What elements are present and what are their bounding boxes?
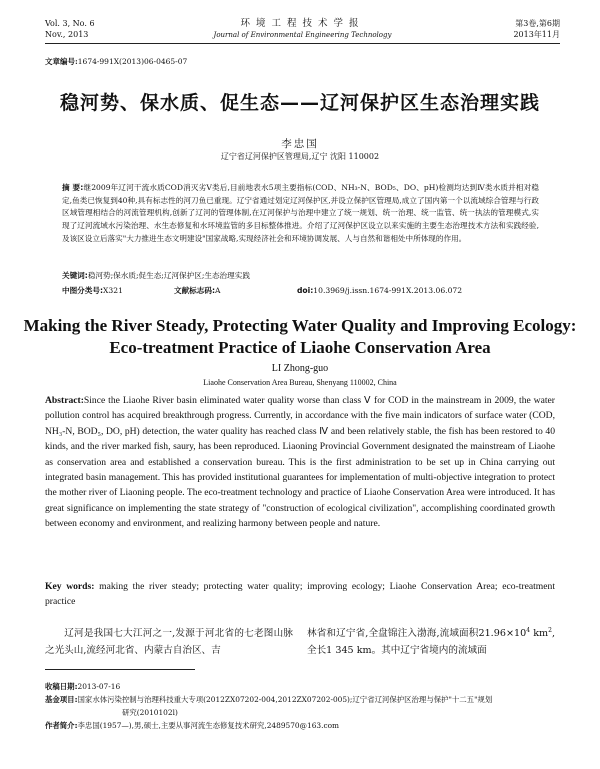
header-left	[45, 18, 95, 40]
abstract-en	[45, 393, 555, 532]
keywords-zh-label: 关键词:	[62, 271, 88, 280]
title-zh: 稳河势、保水质、促生态——辽河保护区生态治理实践	[59, 92, 540, 114]
author-en: LI Zhong-guo	[271, 363, 329, 374]
keywords-zh-text: 稳河势;保水质;促生态;辽河保护区;生态治理实践	[87, 271, 250, 280]
affiliation-en: Liaohe Conservation Area Bureau, Shenyang 110002, China	[203, 378, 397, 387]
footnote-received	[45, 680, 560, 693]
received-label: 收稿日期:	[45, 682, 78, 691]
abstract-zh-label: 摘 要:	[62, 183, 84, 192]
keywords-en	[45, 579, 555, 610]
body-column-right	[307, 626, 555, 659]
issue-date: Nov., 2013	[45, 30, 89, 39]
clc-group	[62, 286, 123, 295]
author-zh: 李忠国	[281, 138, 319, 150]
body-right-part-b: km	[530, 628, 549, 639]
body-column-left: 辽河是我国七大江河之一,发源于河北省的七老图山脉之光头山,流经河北省、内蒙古自治区、吉	[45, 628, 293, 656]
footnote-divider	[45, 669, 195, 670]
doi-value: 10.3969/j.issn.1674-991X.2013.06.072	[313, 286, 463, 295]
abstract-en-label: Abstract:	[45, 395, 84, 406]
abstract-zh-text: 继2009年辽河干流水质COD消灭劣Ⅴ类后,目前地表水5项主要指标(COD、NH₃-N、BOD₅、DO、pH)检测均达到Ⅳ类水质并相对稳定,鱼类已恢复到40种,具有标志性的河刀鱼已重现。辽宁省通过划定辽河保护区,并设立保护区管理局,成立了国内第一个以流域综合管理与行政区域管理相结合的河流管理机构,创新了辽河的管理体制,在辽河保护与治理中建立了统一规划、统一治理、统一监管、统一执法的管理模式,实现了辽河流域水污染治理、水生态修复和水环境监管的多目标整体推进。介绍了辽河保护区设立以来实施的主要生态治理技术方法和实践经验,及该区设立后落实"大力推进生态文明建设"国家战略,实现经济社会和环境协调发展、人与自然和谐相处中所体现的作用。	[62, 183, 539, 243]
volume-issue: Vol. 3, No. 6	[45, 19, 95, 28]
keywords-en-text: making the river steady; protecting water quality; improving ecology; Liaohe Conservation Area; eco-treatment practice	[45, 581, 555, 608]
footnotes	[45, 680, 560, 732]
clc-value: X321	[103, 286, 123, 295]
header-right	[513, 18, 560, 40]
fund-value: 国家水体污染控制与治理科技重大专项(2012ZX07202-004,2012ZX07202-005);辽宁省辽河保护区治理与保护"十二五"规划	[77, 695, 493, 704]
affiliation-zh: 辽宁省辽河保护区管理局,辽宁 沈阳 110002	[220, 152, 380, 161]
footnote-author	[45, 719, 560, 732]
journal-name-en: Journal of Environmental Engineering Technology	[213, 31, 392, 39]
doc-code-label: 文献标志码:	[174, 286, 216, 295]
issue-date-zh: 2013年11月	[513, 30, 560, 39]
footnote-fund	[45, 693, 560, 706]
body-right-part-c: ,全长1 345 km。其中辽宁省境内的流域面	[307, 628, 556, 656]
volume-issue-zh: 第3卷,第6期	[515, 19, 560, 28]
title-en-line1: Making the River Steady, Protecting Water Quality and Improving Ecology:	[23, 316, 577, 335]
clc-label: 中图分类号:	[62, 286, 104, 295]
body-right-part-a: 林省和辽宁省,全盘锦注入渤海,流域面积21.96×10	[307, 628, 527, 639]
author-bio-value: 李忠国(1957—),男,硕士,主要从事河流生态修复技术研究,2489570@163.com	[77, 721, 340, 730]
body-right-sup-1: 4	[526, 626, 531, 634]
body-right-sup-2: 2	[548, 626, 552, 634]
received-value: 2013-07-16	[77, 682, 121, 691]
fund-label: 基金项目:	[45, 695, 78, 704]
footnote-fund-cont: 研究(2010102l)	[122, 708, 178, 717]
journal-header	[45, 18, 560, 44]
abstract-en-text: Since the Liaohe River basin eliminated water quality worse than class Ⅴ for COD in the mainstream in 2009, the water pollution control has acquired breakthrough progress. Currently, in accordance with the five main indicators of surface water (COD, NH₃-N, BOD₅, DO, pH) detection, the water quality has reached class Ⅳ and been relatively stable, the fish has been restored to 40 kinds, and the river marked fish, saury, has been reproduced. Liaoning Provincial Government designated the mainstream of Liaohe as conservation area and established a conservation bureau. This is the first administration to be set up in China carrying out integrated basin management. This has provided institutional guarantees for implementation of multi-objective integration to protect the mother river of Liaoning people. The eco-treatment technology and practice of Liaohe Conservation Area were introduced. It has great significance on implementing the state strategy of "construction of ecological civilization", accomplishing coordinated growth between economy and environment, and realizing harmony between people and nature.	[45, 395, 555, 530]
journal-name-zh: 环境工程技术学报	[240, 18, 365, 29]
keywords-zh	[62, 270, 539, 282]
doc-code-group	[174, 285, 221, 297]
title-en	[0, 315, 600, 359]
author-bio-label: 作者简介:	[45, 721, 78, 730]
doi-group	[297, 285, 462, 297]
article-number-label: 文章编号:	[45, 57, 78, 66]
keywords-en-label: Key words:	[45, 581, 95, 592]
classification	[62, 285, 539, 297]
article-number	[45, 56, 187, 67]
doc-code-value: A	[215, 286, 221, 295]
title-en-line2: Eco-treatment Practice of Liaohe Conservation Area	[109, 338, 491, 357]
header-center	[175, 18, 430, 40]
article-number-value: 1674-991X(2013)06-0465-07	[77, 57, 188, 66]
abstract-zh	[62, 182, 539, 246]
doi-label: doi:	[297, 286, 314, 295]
